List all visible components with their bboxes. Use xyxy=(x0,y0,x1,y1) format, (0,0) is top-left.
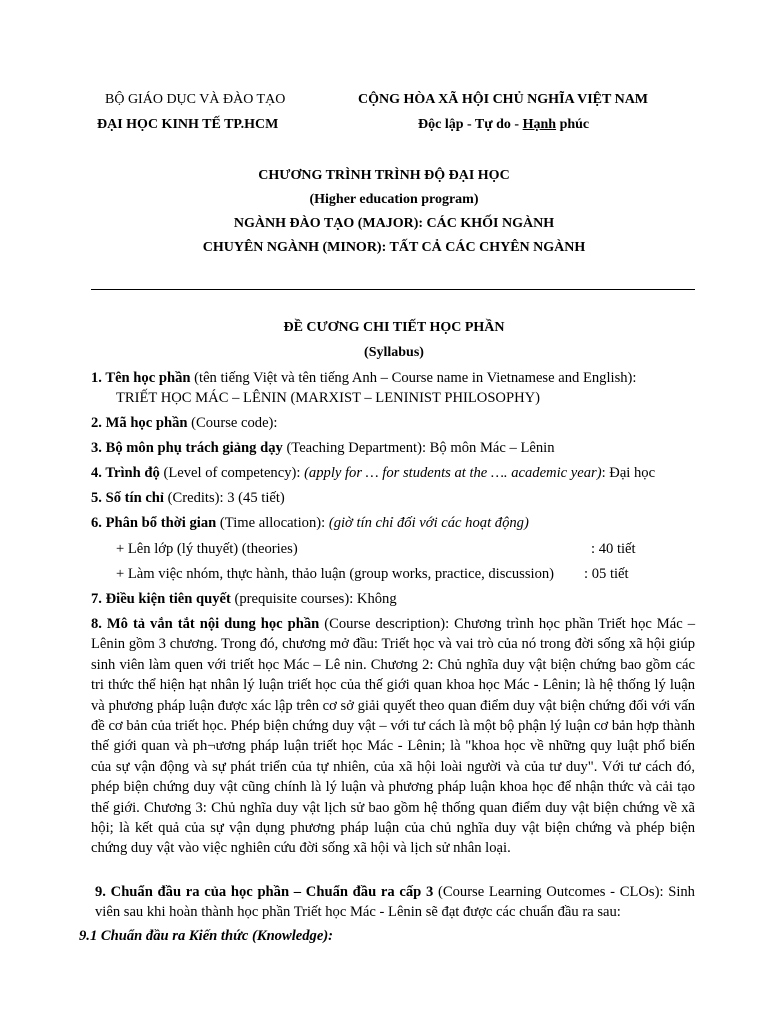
item-6-label: 6. Phân bổ thời gian xyxy=(91,515,217,531)
item-4-end: : Đại học xyxy=(601,465,656,481)
item-9-label: 9. Chuẩn đầu ra của học phần – Chuẩn đầu ra cấp 3 xyxy=(95,884,434,900)
syllabus-title: ĐỀ CƯƠNG CHI TIẾT HỌC PHẦN xyxy=(283,320,505,335)
item-2 xyxy=(91,415,277,432)
motto-hanh: Hạnh xyxy=(522,117,557,132)
item-3-text: (Teaching Department): Bộ môn Mác – Lênin xyxy=(282,440,555,456)
item-1 xyxy=(91,370,636,387)
item-6-practice-value: : 05 tiết xyxy=(584,566,629,582)
item-7 xyxy=(91,591,397,608)
university-name-text: ĐẠI HỌC KINH TẾ TP.HCM xyxy=(97,117,279,132)
item-9-text: (Course Learning Outcomes - CLOs): Sinh viên sau khi hoàn thành học phần Triết học Mác - Lênin sẽ đạt được các chuẩn đầu ra sau: xyxy=(95,884,695,921)
motto-pre: Độc lập - Tự do - xyxy=(418,117,523,132)
item-7-text: (prequisite courses): Không xyxy=(230,591,397,607)
item-6-theory-value: : 40 tiết xyxy=(591,541,636,557)
motto-post: phúc xyxy=(556,117,590,132)
syllabus-subtitle: (Syllabus) xyxy=(364,345,424,360)
item-1-text: (tên tiếng Việt và tên tiếng Anh – Course name in Vietnamese and English): xyxy=(190,370,637,386)
item-3-label: 3. Bộ môn phụ trách giảng dạy xyxy=(91,440,283,456)
item-3 xyxy=(91,440,555,457)
item-4-label: 4. Trình độ xyxy=(91,465,160,481)
item-4 xyxy=(91,465,655,482)
item-4-italic: (apply for … for students at the …. academic year) xyxy=(304,465,602,481)
item-6-theory: + Lên lớp (lý thuyết) (theories) xyxy=(116,541,298,557)
item-5-text: (Credits): 3 (45 tiết) xyxy=(163,490,285,506)
program-minor: CHUYÊN NGÀNH (MINOR): TẤT CẢ CÁC CHYÊN NGÀNH xyxy=(202,240,586,255)
program-major: NGÀNH ĐÀO TẠO (MAJOR): CÁC KHỐI NGÀNH xyxy=(233,216,555,231)
divider-line xyxy=(91,289,695,290)
university-name xyxy=(97,117,278,133)
item-6-italic: (giờ tín chỉ đối với các hoạt động) xyxy=(328,515,529,531)
program-title: CHƯƠNG TRÌNH TRÌNH ĐỘ ĐẠI HỌC xyxy=(258,168,510,183)
item-8-description xyxy=(91,614,695,859)
program-subtitle: (Higher education program) xyxy=(309,192,479,207)
item-2-label: 2. Mã học phần xyxy=(91,415,188,431)
item-9-1-label: 9.1 Chuẩn đầu ra Kiến thức xyxy=(79,928,249,944)
item-8-label: 8. Mô tả vắn tắt nội dung học phần xyxy=(91,616,320,632)
item-9-outcomes xyxy=(95,882,695,923)
item-5 xyxy=(91,490,285,507)
item-9-1-text: (Knowledge): xyxy=(248,928,334,944)
item-6-practice: + Làm việc nhóm, thực hành, thảo luận (group works, practice, discussion) xyxy=(116,566,555,582)
country-name: CỘNG HÒA XÃ HỘI CHỦ NGHĨA VIỆT NAM xyxy=(358,92,649,107)
item-2-text: (Course code): xyxy=(187,415,278,431)
item-1-course-name: TRIẾT HỌC MÁC – LÊNIN (MARXIST – LENINIST PHILOSOPHY) xyxy=(116,390,541,406)
item-5-label: 5. Số tín chỉ xyxy=(91,490,164,506)
item-9-1 xyxy=(79,928,333,945)
item-6-text: (Time allocation): xyxy=(216,515,329,531)
country-motto xyxy=(418,117,589,133)
item-1-label: 1. Tên học phần xyxy=(91,370,191,386)
item-8-text: (Course description): Chương trình học phần Triết học Mác – Lênin gồm 3 chương. Trong đó, chương mở đầu: Triết học và vai trò của nó trong đời sống xã hội giúp sinh viên làm quen với triết học Mác – Lê nin. Chương 2: Chủ nghĩa duy vật biện chứng bao gồm các tri thức thể hiện hạt nhân lý luận triết học của thế giới quan khoa học Mác - Lênin; là hệ thống lý luận và phương pháp luận được xác lập trên cơ sở giải quyết theo quan điểm duy vật biện chứng đối với vấn đề cơ bản của triết học. Phép biện chứng duy vật – với tư cách là một bộ phận lý luận cơ bản hợp thành thế giới quan và ph¬ương pháp luận triết học Mác - Lênin; là "khoa học về những quy luật phổ biến của sự vận động và sự phát triển của tự nhiên, của xã hội loài người và của tư duy". Với tư cách đó, phép biện chứng duy vật cũng chính là lý luận và phương pháp luận khoa học để nhận thức và cải tạo thế giới. Chương 3: Chủ nghĩa duy vật lịch sử bao gồm hệ thống quan điểm duy vật biện chứng về xã hội; là kết quả của sự vận dụng phương pháp luận của chủ nghĩa duy vật biện chứng và phép biện chứng duy vật vào việc nghiên cứu đời sống xã hội và lịch sử nhân loại. xyxy=(91,616,695,857)
ministry-name: BỘ GIÁO DỤC VÀ ĐÀO TẠO xyxy=(105,92,286,107)
item-4-text: (Level of competency): xyxy=(159,465,305,481)
item-7-label: 7. Điều kiện tiên quyết xyxy=(91,591,231,607)
item-6 xyxy=(91,515,529,532)
